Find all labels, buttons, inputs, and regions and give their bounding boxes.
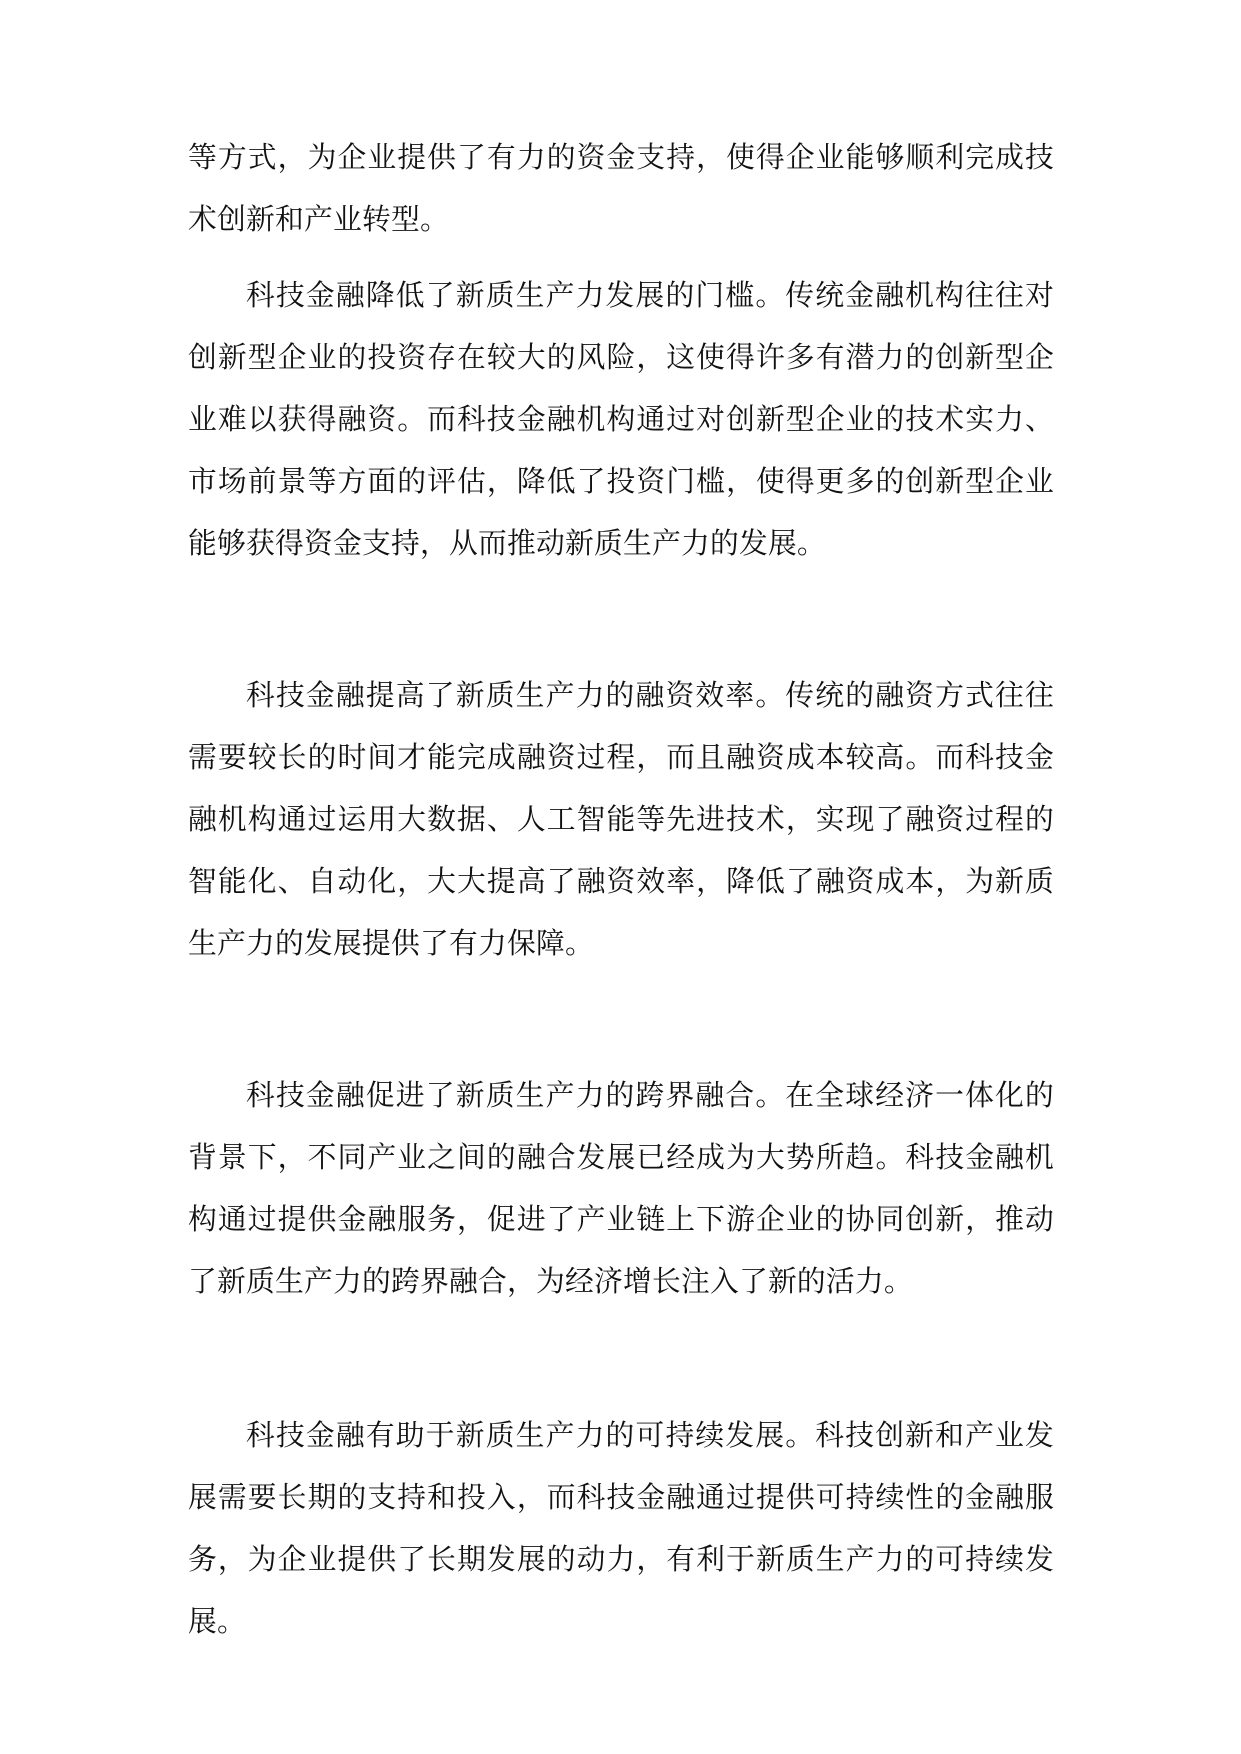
document-text-block xyxy=(188,1404,1054,1652)
document-text-block xyxy=(188,264,1054,574)
document-text-block xyxy=(188,126,1054,250)
paragraph-integration: 科技金融促进了新质生产力的跨界融合。在全球经济一体化的背景下，不同产业之间的融合发展已经成为大势所趋。科技金融机构通过提供金融服务，促进了产业链上下游企业的协同创新，推动了新质生产力的跨界融合，为经济增长注入了新的活力。 xyxy=(188,1078,1054,1298)
paragraph-threshold: 科技金融降低了新质生产力发展的门槛。传统金融机构往往对创新型企业的投资存在较大的风险，这使得许多有潜力的创新型企业难以获得融资。而科技金融机构通过对创新型企业的技术实力、市场前景等方面的评估，降低了投资门槛，使得更多的创新型企业能够获得资金支持，从而推动新质生产力的发展。 xyxy=(188,278,1054,560)
document-text-block xyxy=(188,664,1054,974)
document-text-block xyxy=(188,1064,1054,1312)
paragraph-efficiency: 科技金融提高了新质生产力的融资效率。传统的融资方式往往需要较长的时间才能完成融资过程，而且融资成本较高。而科技金融机构通过运用大数据、人工智能等先进技术，实现了融资过程的智能化、自动化，大大提高了融资效率，降低了融资成本，为新质生产力的发展提供了有力保障。 xyxy=(188,678,1054,960)
paragraph-continued: 等方式，为企业提供了有力的资金支持，使得企业能够顺利完成技术创新和产业转型。 xyxy=(188,140,1054,236)
paragraph-sustainability: 科技金融有助于新质生产力的可持续发展。科技创新和产业发展需要长期的支持和投入，而科技金融通过提供可持续性的金融服务，为企业提供了长期发展的动力，有利于新质生产力的可持续发展。 xyxy=(188,1418,1054,1638)
